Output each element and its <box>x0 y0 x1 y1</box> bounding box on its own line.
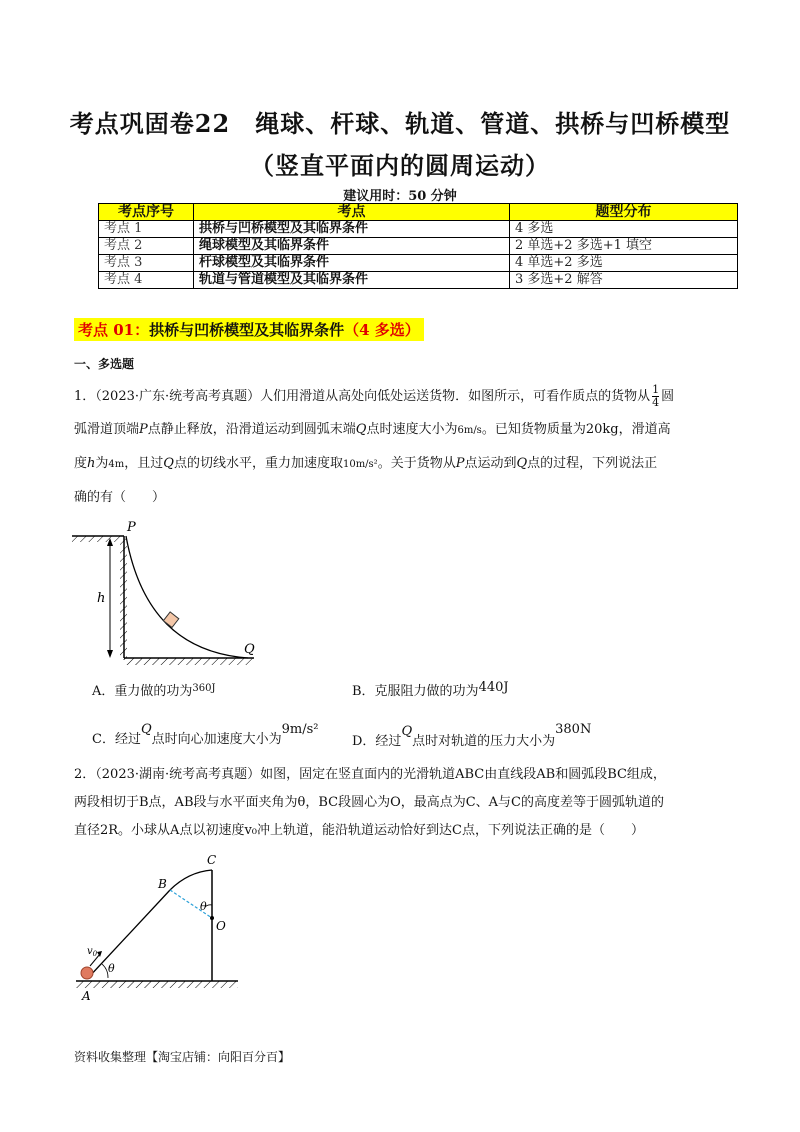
q1-line4: 确的有（ ） <box>74 490 166 505</box>
label-a: A <box>82 989 91 1003</box>
table-row <box>99 221 738 238</box>
table-row <box>99 272 738 289</box>
q1-text: 弧滑道顶端 <box>74 422 140 437</box>
q1-text: 度 <box>74 456 88 471</box>
q1-mass: 20kg <box>585 422 619 437</box>
question-2-text <box>74 761 734 845</box>
q1-text: ，且过 <box>124 456 164 471</box>
q1-text: 。关于货物从 <box>377 456 456 471</box>
option-d-mid: 点时对轨道的压力大小为 <box>412 734 556 749</box>
label-theta-bottom: θ <box>108 962 115 975</box>
header-topic: 考点 <box>194 204 510 221</box>
center-o <box>210 916 214 920</box>
question-1-text <box>74 380 734 514</box>
q2-line3: 直径2R。小球从A点以初速度v₀冲上轨道，能沿轨道运动恰好到达C点，下列说法正确的是（ ） <box>74 823 644 838</box>
table-cell: 3 多选+2 解答 <box>510 272 738 289</box>
q1-line1-end: 圆 <box>661 389 675 404</box>
section-prefix: 考点 01： <box>78 321 150 339</box>
q1-symbol-q: Q <box>355 422 367 437</box>
suggested-time: 建议用时：50 分钟 <box>343 189 457 204</box>
header-distribution: 题型分布 <box>510 204 738 221</box>
ground <box>76 981 238 988</box>
table-cell: 4 多选 <box>510 221 738 238</box>
label-v-sub: 0 <box>92 950 98 958</box>
fraction-num: 1 <box>652 383 660 396</box>
figure-1-slide <box>70 518 270 668</box>
q1-text: 点的切线水平，重力加速度取 <box>173 456 343 471</box>
table-cell: 轨道与管道模型及其临界条件 <box>194 272 510 289</box>
option-d-symbol: Q <box>401 724 413 739</box>
q2-line2: 两段相切于B点，AB段与水平面夹角为θ，BC段圆心为O，最高点为C、A与C的高度差等于圆弧轨道的 <box>74 795 665 810</box>
top-ledge <box>72 536 122 542</box>
q1-symbol-h: h <box>87 456 96 471</box>
footer-note: 资料收集整理【淘宝店铺：向阳百分百】 <box>74 1050 291 1064</box>
page-title: 考点巩固卷22 绳球、杆球、轨道、管道、拱桥与凹桥模型 <box>69 109 731 138</box>
option-d-text: D．经过 <box>352 734 402 749</box>
label-v: v <box>87 946 93 957</box>
option-c-mid: 点时向心加速度大小为 <box>151 732 282 747</box>
option-a-text: A．重力做的功为 <box>92 684 193 699</box>
option-c-symbol: Q <box>140 722 152 737</box>
q1-text: 为 <box>95 456 109 471</box>
label-b: B <box>158 877 167 891</box>
q1-symbol-q: Q <box>516 456 528 471</box>
q1-text: 点运动到 <box>464 456 517 471</box>
subsection-heading: 一、多选题 <box>74 357 135 371</box>
option-c-text: C．经过 <box>92 732 141 747</box>
figure-2-track <box>70 850 270 1010</box>
fraction-den: 4 <box>652 396 660 409</box>
section-tag: （4 多选） <box>344 321 420 339</box>
segment-ab <box>88 890 170 978</box>
q1-text: 点静止释放，沿滑道运动到圆弧末端 <box>147 422 356 437</box>
option-b[interactable] <box>352 680 509 699</box>
q1-gravity: 10m/s² <box>342 459 378 470</box>
option-b-value: 440J <box>478 680 509 695</box>
header-index: 考点序号 <box>99 204 194 221</box>
option-d[interactable] <box>352 722 591 749</box>
ball <box>81 967 93 979</box>
q2-line1: 2．（2023·湖南·统考高考真题）如图，固定在竖直面内的光滑轨道ABC由直线段AB和圆弧段BC组成， <box>74 767 666 782</box>
option-a-value: 360J <box>192 683 216 694</box>
table-cell: 考点 4 <box>99 272 194 289</box>
q1-text: 点时速度大小为 <box>366 422 458 437</box>
q1-text: 点的过程，下列说法正 <box>527 456 658 471</box>
table-header-row <box>99 204 738 221</box>
arc-track <box>126 536 248 658</box>
ground <box>124 658 254 665</box>
section-title: 拱桥与凹桥模型及其临界条件 <box>149 321 345 339</box>
q1-symbol-q: Q <box>163 456 174 471</box>
arc-bc <box>170 870 212 890</box>
table-cell: 4 单选+2 多选 <box>510 255 738 272</box>
option-c[interactable] <box>92 722 319 747</box>
table-cell: 杆球模型及其临界条件 <box>194 255 510 272</box>
q1-symbol-p: P <box>139 422 148 437</box>
option-d-value: 380N <box>555 722 592 737</box>
option-a[interactable] <box>92 680 216 699</box>
table-row <box>99 255 738 272</box>
table-cell: 拱桥与凹桥模型及其临界条件 <box>194 221 510 238</box>
q1-symbol-p: P <box>455 456 465 471</box>
label-v0 <box>87 946 98 958</box>
table-row <box>99 238 738 255</box>
label-q: Q <box>244 642 255 657</box>
fraction-quarter <box>652 384 659 409</box>
table-cell: 2 单选+2 多选+1 填空 <box>510 238 738 255</box>
q1-text: ，滑道高 <box>618 422 671 437</box>
q1-line1: 1．（2023·广东·统考高考真题）人们用滑道从高处向低处运送货物．如图所示，可看作质点的货物从 <box>74 389 651 404</box>
section-heading <box>74 318 424 341</box>
table-cell: 考点 3 <box>99 255 194 272</box>
label-c: C <box>207 853 217 867</box>
q1-speed: 6m/s <box>457 425 482 436</box>
option-b-text: B．克服阻力做的功为 <box>352 684 479 699</box>
cargo-box <box>163 612 178 627</box>
q1-height: 4m <box>108 459 125 470</box>
label-h: h <box>97 591 106 606</box>
arrow-head-down <box>107 650 113 658</box>
option-c-value: 9m/s² <box>281 722 319 737</box>
table-cell: 考点 2 <box>99 238 194 255</box>
label-o: O <box>216 919 226 933</box>
label-p: P <box>127 520 136 535</box>
table-cell: 考点 1 <box>99 221 194 238</box>
topic-table <box>98 203 738 289</box>
table-cell: 绳球模型及其临界条件 <box>194 238 510 255</box>
page-subtitle: （竖直平面内的圆周运动） <box>250 151 550 180</box>
label-theta-top: θ <box>200 900 207 913</box>
q1-text: 。已知货物质量为 <box>481 422 586 437</box>
